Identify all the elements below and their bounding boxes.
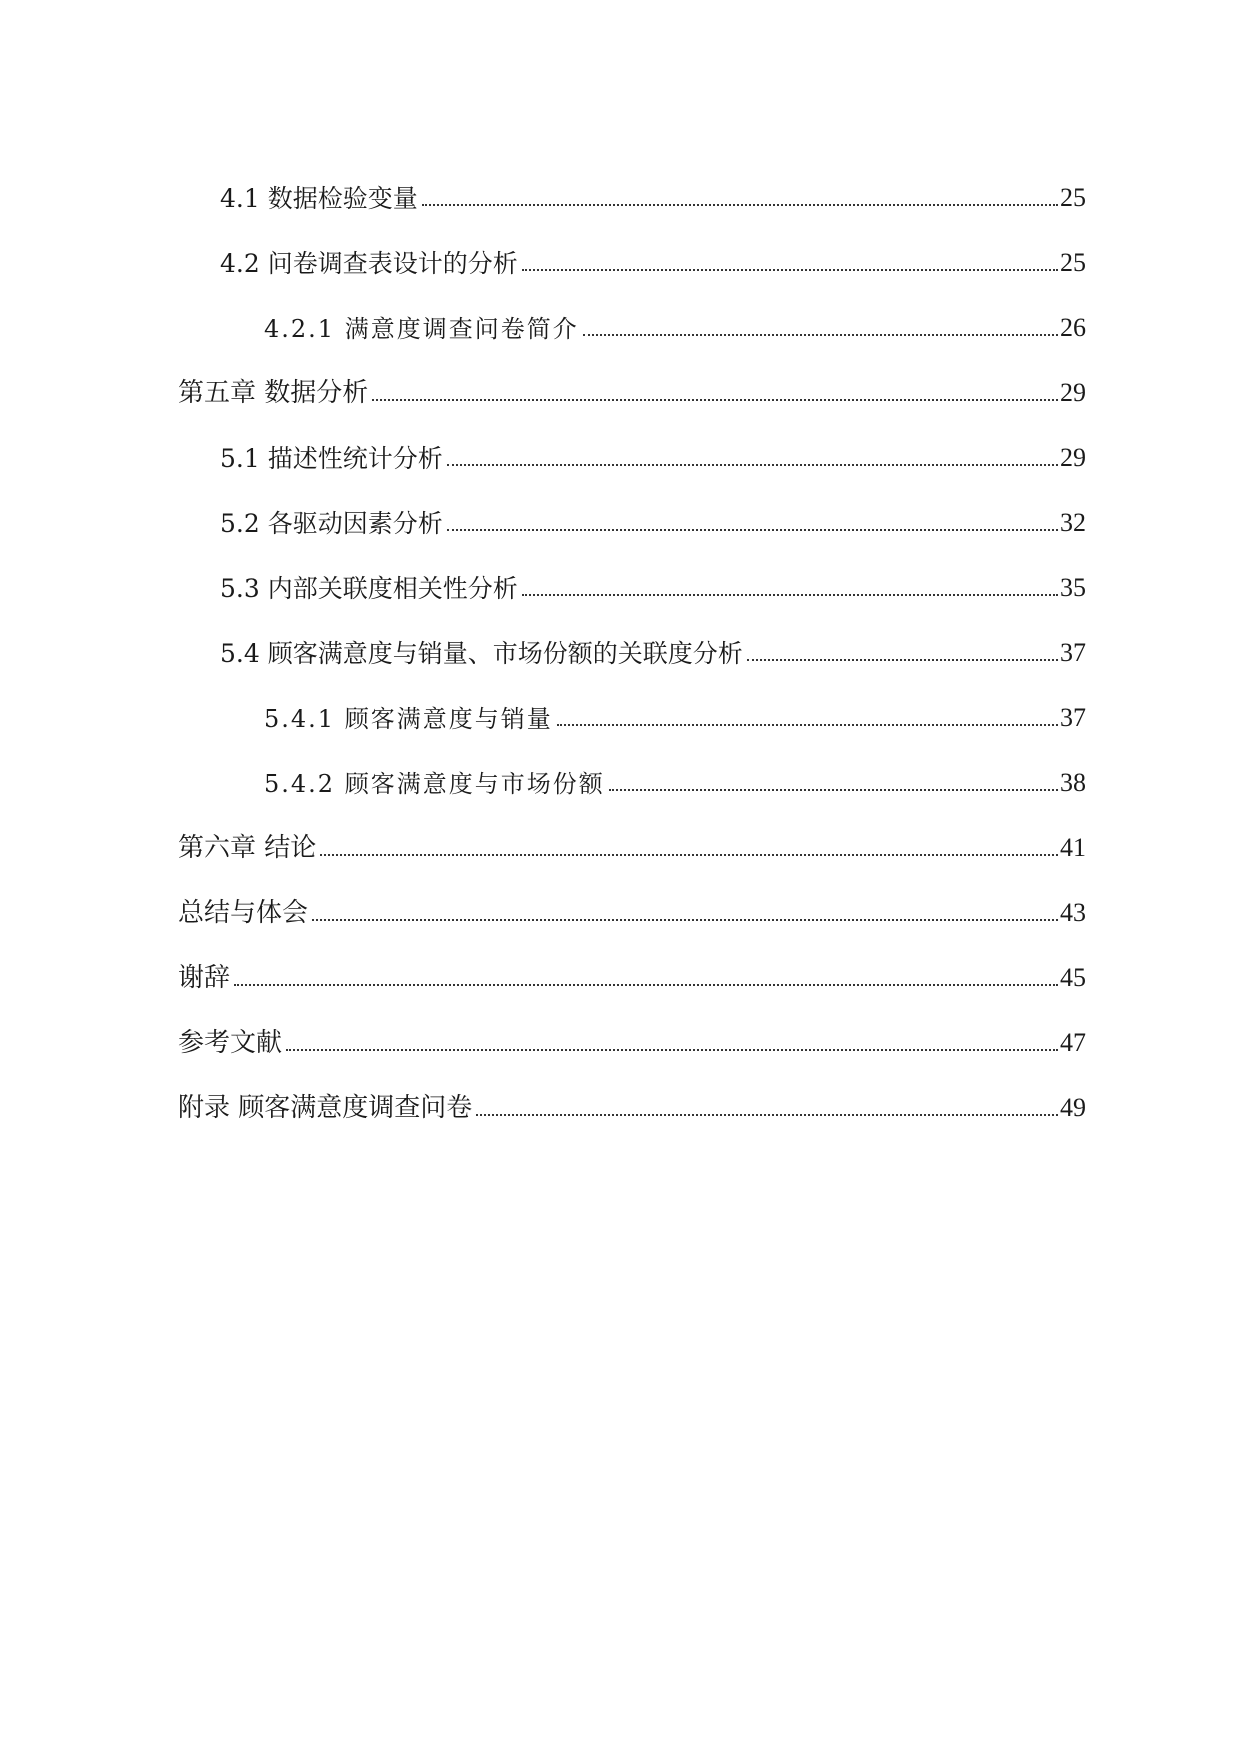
- toc-entry-page: 26: [1060, 313, 1086, 342]
- dot-leader: [522, 269, 1058, 271]
- dot-leader: [447, 464, 1058, 466]
- toc-entry-references[interactable]: [178, 995, 1086, 1060]
- toc-entry-title: 5.4.2 顾客满意度与市场份额: [264, 770, 605, 798]
- toc-entry-page: 29: [1060, 443, 1086, 472]
- dot-leader: [557, 724, 1058, 726]
- toc-entry-title: 参考文献: [178, 1028, 283, 1058]
- toc-entry-page: 41: [1060, 833, 1086, 862]
- toc-entry-5-3[interactable]: [178, 540, 1086, 605]
- toc-entry-summary[interactable]: [178, 865, 1086, 930]
- toc-entry-title: 谢辞: [178, 963, 231, 993]
- toc-entry-page: 47: [1060, 1028, 1086, 1057]
- dot-leader: [609, 789, 1058, 791]
- toc-entry-title: 4.1 数据检验变量: [220, 184, 418, 213]
- dot-leader: [286, 1049, 1058, 1051]
- toc-entry-title: 第六章 结论: [178, 833, 317, 863]
- toc-entry-4-1[interactable]: [178, 150, 1086, 215]
- toc-entry-page: 38: [1060, 768, 1086, 797]
- toc-entry-5-4[interactable]: [178, 605, 1086, 670]
- dot-leader: [522, 594, 1058, 596]
- dot-leader: [476, 1114, 1058, 1116]
- dot-leader: [422, 204, 1058, 206]
- toc-entry-page: 43: [1060, 898, 1086, 927]
- toc-entry-5-4-1[interactable]: [178, 670, 1086, 735]
- toc-entry-page: 45: [1060, 963, 1086, 992]
- toc-entry-title: 4.2 问卷调查表设计的分析: [220, 249, 518, 278]
- toc-entry-page: 32: [1060, 508, 1086, 537]
- dot-leader: [234, 984, 1058, 986]
- toc-entry-page: 35: [1060, 573, 1086, 602]
- toc-entry-4-2[interactable]: [178, 215, 1086, 280]
- dot-leader: [447, 529, 1058, 531]
- toc-entry-title: 5.1 描述性统计分析: [220, 444, 443, 473]
- toc-entry-title: 5.4.1 顾客满意度与销量: [264, 705, 553, 733]
- dot-leader: [312, 919, 1058, 921]
- toc-entry-5-4-2[interactable]: [178, 735, 1086, 800]
- toc-entry-5-1[interactable]: [178, 410, 1086, 475]
- toc-entry-title: 附录 顾客满意度调查问卷: [178, 1093, 473, 1123]
- table-of-contents: [178, 150, 1086, 1125]
- toc-entry-page: 37: [1060, 638, 1086, 667]
- toc-entry-page: 37: [1060, 703, 1086, 732]
- dot-leader: [320, 854, 1058, 856]
- toc-entry-page: 25: [1060, 248, 1086, 277]
- toc-entry-acknowledgements[interactable]: [178, 930, 1086, 995]
- toc-entry-title: 5.2 各驱动因素分析: [220, 509, 443, 538]
- dot-leader: [372, 399, 1058, 401]
- toc-entry-chapter-5[interactable]: [178, 345, 1086, 410]
- toc-entry-5-2[interactable]: [178, 475, 1086, 540]
- toc-entry-title: 5.4 顾客满意度与销量、市场份额的关联度分析: [220, 639, 743, 668]
- toc-entry-title: 第五章 数据分析: [178, 378, 369, 408]
- toc-entry-title: 4.2.1 满意度调查问卷简介: [264, 315, 579, 343]
- toc-entry-title: 总结与体会: [178, 898, 309, 928]
- dot-leader: [747, 659, 1058, 661]
- toc-entry-appendix[interactable]: [178, 1060, 1086, 1125]
- dot-leader: [583, 334, 1058, 336]
- toc-entry-page: 25: [1060, 183, 1086, 212]
- toc-entry-page: 49: [1060, 1093, 1086, 1122]
- toc-entry-title: 5.3 内部关联度相关性分析: [220, 574, 518, 603]
- toc-entry-chapter-6[interactable]: [178, 800, 1086, 865]
- toc-entry-page: 29: [1060, 378, 1086, 407]
- toc-entry-4-2-1[interactable]: [178, 280, 1086, 345]
